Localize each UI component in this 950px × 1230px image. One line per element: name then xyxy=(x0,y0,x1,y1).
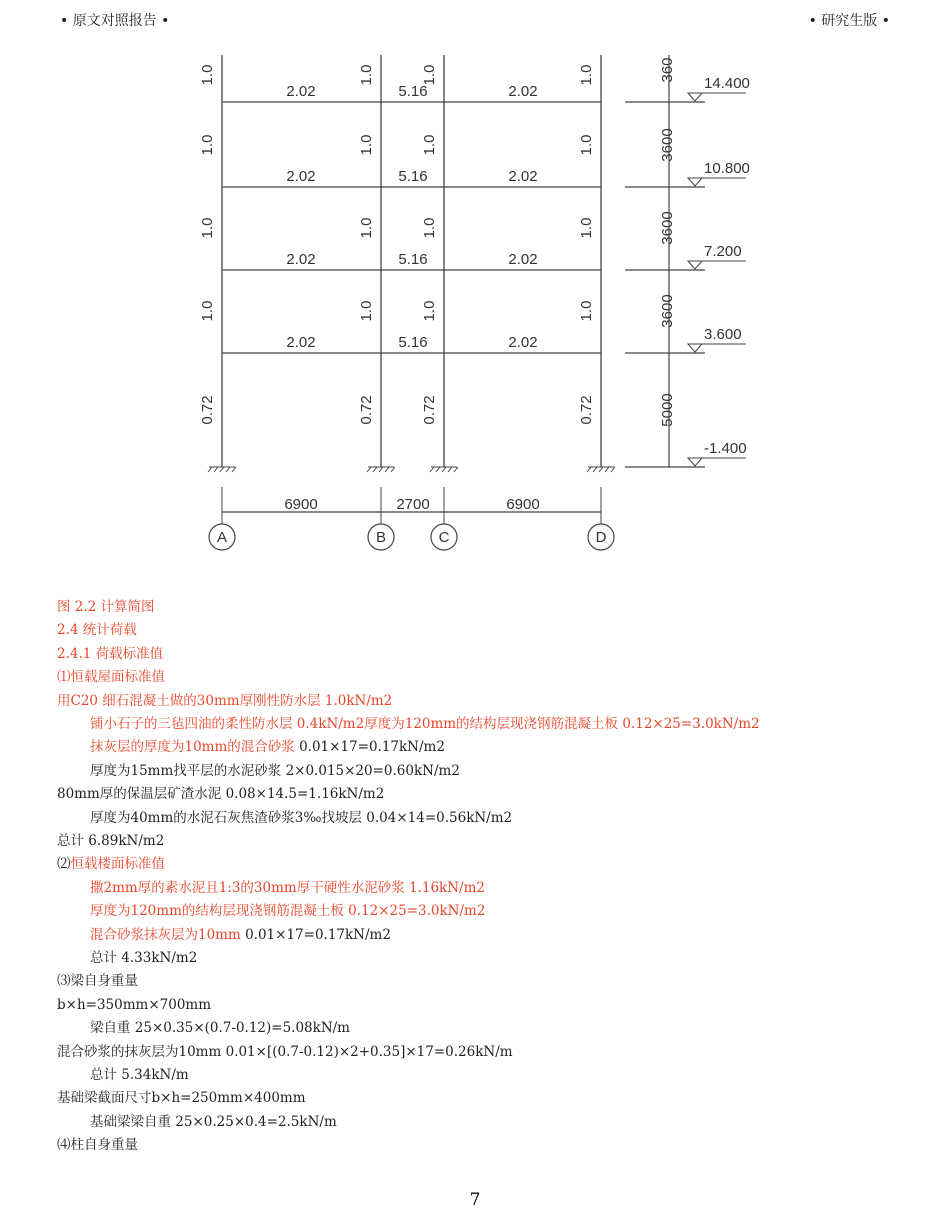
column-value-label: 1.0 xyxy=(199,64,216,86)
text-line xyxy=(57,668,165,686)
beam-load-label: 2.02 xyxy=(508,83,538,100)
column-value-label: 1.0 xyxy=(358,134,375,156)
text-line xyxy=(57,645,163,663)
text-line xyxy=(57,621,137,639)
text-segment: 厚度为15mm找平层的水泥砂浆 2×0.015×20=0.60kN/m2 xyxy=(90,762,460,779)
text-segment: 总计 6.89kN/m2 xyxy=(57,833,165,849)
beam-load-label: 2.02 xyxy=(286,334,316,351)
fixed-support-hatch xyxy=(373,467,377,472)
column-value-label: 0.72 xyxy=(358,395,375,425)
text-line xyxy=(90,715,760,733)
text-line xyxy=(90,879,485,897)
column-value-label: 1.0 xyxy=(358,64,375,86)
span-dimension-label: 6900 xyxy=(506,496,540,513)
text-segment: 铺小石子的三毡四油的柔性防水层 0.4kN/m2厚度为120mm的结构层现浇钢筋混凝土板 0.12×25=3.0kN/m2 xyxy=(90,716,760,732)
header-left: • 原文对照报告 • xyxy=(60,13,170,29)
beam-load-label: 2.02 xyxy=(286,251,316,268)
fixed-support-hatch xyxy=(430,467,434,472)
fixed-support-hatch xyxy=(379,467,383,472)
story-height-label: 3600 xyxy=(659,294,676,328)
text-segment: 基础梁截面尺寸b×h=250mm×400mm xyxy=(57,1090,306,1107)
column-value-label: 1.0 xyxy=(578,300,595,322)
text-line xyxy=(90,1066,189,1084)
text-segment: 厚度为40mm的水泥石灰焦渣砂浆3‰找坡层 0.04×14=0.56kN/m2 xyxy=(90,809,513,826)
text-segment: 总计 5.34kN/m xyxy=(90,1067,189,1083)
story-height-label: 360 xyxy=(659,57,676,83)
elevation-triangle-icon xyxy=(688,93,702,101)
elevation-triangle-icon xyxy=(688,178,702,186)
column-value-label: 0.72 xyxy=(421,395,438,425)
axis-label: C xyxy=(438,529,450,546)
fixed-support-hatch xyxy=(232,467,236,472)
column-value-label: 1.0 xyxy=(199,217,216,239)
story-height-label: 3600 xyxy=(659,128,676,162)
fixed-support-hatch xyxy=(391,467,395,472)
beam-load-label: 5.16 xyxy=(398,83,428,100)
fixed-support-hatch xyxy=(454,467,458,472)
beam-load-label: 2.02 xyxy=(286,168,316,185)
text-line xyxy=(57,1043,513,1061)
beam-load-label: 2.02 xyxy=(508,251,538,268)
text-line xyxy=(57,972,138,990)
fixed-support-hatch xyxy=(220,467,224,472)
span-dimension-label: 2700 xyxy=(396,496,430,513)
beam-load-label: 2.02 xyxy=(508,168,538,185)
text-segment: 0.01×17=0.17kN/m2 xyxy=(245,926,391,943)
text-line xyxy=(57,996,211,1014)
span-dimension-label: 6900 xyxy=(284,496,318,513)
beam-load-label: 5.16 xyxy=(398,168,428,185)
text-segment: 厚度为120mm的结构层现浇钢筋混凝土板 0.12×25=3.0kN/m2 xyxy=(90,903,486,920)
text-segment: ⑵ xyxy=(57,856,71,873)
text-segment: 2.4 统计荷载 xyxy=(57,622,137,639)
fixed-support-hatch xyxy=(214,467,218,472)
text-line xyxy=(90,738,445,756)
text-segment: 混合砂浆抹灰层为10mm xyxy=(90,926,246,943)
text-segment: 恒载楼面标准值 xyxy=(70,856,165,873)
frame-calculation-diagram xyxy=(0,0,950,580)
column-value-label: 1.0 xyxy=(421,217,438,239)
column-value-label: 1.0 xyxy=(358,300,375,322)
text-segment: 0.01×17=0.17kN/m2 xyxy=(299,739,445,756)
column-value-label: 1.0 xyxy=(578,217,595,239)
text-segment: ⑷柱自身重量 xyxy=(57,1137,138,1154)
text-segment: 2.4.1 荷载标准值 xyxy=(57,645,164,662)
text-line xyxy=(90,809,512,827)
text-segment: ⑶梁自身重量 xyxy=(57,973,138,990)
elevation-label: -1.400 xyxy=(704,440,747,457)
text-segment: 图 2.2 计算简图 xyxy=(57,599,155,615)
text-line xyxy=(57,598,155,616)
elevation-triangle-icon xyxy=(688,344,702,352)
fixed-support-hatch xyxy=(611,467,615,472)
text-line xyxy=(57,692,392,710)
text-segment: 总计 4.33kN/m2 xyxy=(90,950,198,966)
column-value-label: 0.72 xyxy=(578,395,595,425)
axis-label: B xyxy=(375,529,387,546)
text-line xyxy=(90,926,391,944)
fixed-support-hatch xyxy=(442,467,446,472)
column-value-label: 1.0 xyxy=(578,64,595,86)
column-value-label: 1.0 xyxy=(421,300,438,322)
column-value-label: 1.0 xyxy=(578,134,595,156)
fixed-support-hatch xyxy=(367,467,371,472)
text-line xyxy=(90,1113,337,1131)
text-line xyxy=(90,1019,350,1037)
text-segment: ⑴恒载屋面标准值 xyxy=(57,669,165,686)
fixed-support-hatch xyxy=(448,467,452,472)
text-segment: 80mm厚的保温层矿渣水泥 0.08×14.5=1.16kN/m2 xyxy=(57,786,385,803)
text-line xyxy=(90,902,485,920)
text-line xyxy=(57,1089,306,1107)
text-segment: 撒2mm厚的素水泥且1:3的30mm厚干硬性水泥砂浆 1.16kN/m2 xyxy=(90,879,485,896)
elevation-triangle-icon xyxy=(688,261,702,269)
beam-load-label: 5.16 xyxy=(398,334,428,351)
beam-load-label: 5.16 xyxy=(398,251,428,268)
column-value-label: 1.0 xyxy=(199,300,216,322)
text-segment: 梁自重 25×0.35×(0.7-0.12)=5.08kN/m xyxy=(90,1020,350,1037)
page-number: 7 xyxy=(469,1190,481,1210)
fixed-support-hatch xyxy=(436,467,440,472)
text-line xyxy=(57,832,164,850)
story-height-label: 5000 xyxy=(659,393,676,427)
text-segment: 用C20 细石混凝土做的30mm厚刚性防水层 1.0kN/m2 xyxy=(57,692,393,709)
text-line xyxy=(57,1136,138,1154)
text-line xyxy=(90,762,460,780)
text-segment: 基础梁梁自重 25×0.25×0.4=2.5kN/m xyxy=(90,1113,337,1130)
elevation-label: 7.200 xyxy=(704,243,742,260)
fixed-support-hatch xyxy=(605,467,609,472)
text-line xyxy=(90,949,197,967)
elevation-label: 3.600 xyxy=(704,326,742,343)
text-segment: b×h=350mm×700mm xyxy=(57,996,212,1013)
elevation-label: 14.400 xyxy=(704,75,750,92)
elevation-triangle-icon xyxy=(688,458,702,466)
fixed-support-hatch xyxy=(208,467,212,472)
fixed-support-hatch xyxy=(593,467,597,472)
text-line xyxy=(57,785,384,803)
text-segment: 抹灰层的厚度为10mm的混合砂浆 xyxy=(90,739,300,756)
axis-label: D xyxy=(595,529,607,546)
fixed-support-hatch xyxy=(385,467,389,472)
header-right: • 研究生版 • xyxy=(808,13,890,29)
fixed-support-hatch xyxy=(599,467,603,472)
fixed-support-hatch xyxy=(226,467,230,472)
column-value-label: 1.0 xyxy=(421,134,438,156)
text-line xyxy=(57,855,165,873)
column-value-label: 0.72 xyxy=(199,395,216,425)
column-value-label: 1.0 xyxy=(421,64,438,86)
elevation-label: 10.800 xyxy=(704,160,750,177)
beam-load-label: 2.02 xyxy=(286,83,316,100)
story-height-label: 3600 xyxy=(659,211,676,245)
axis-label: A xyxy=(216,529,228,546)
column-value-label: 1.0 xyxy=(358,217,375,239)
beam-load-label: 2.02 xyxy=(508,334,538,351)
column-value-label: 1.0 xyxy=(199,134,216,156)
fixed-support-hatch xyxy=(587,467,591,472)
text-segment: 混合砂浆的抹灰层为10mm 0.01×[(0.7-0.12)×2+0.35]×17=0.26kN/m xyxy=(57,1043,513,1060)
